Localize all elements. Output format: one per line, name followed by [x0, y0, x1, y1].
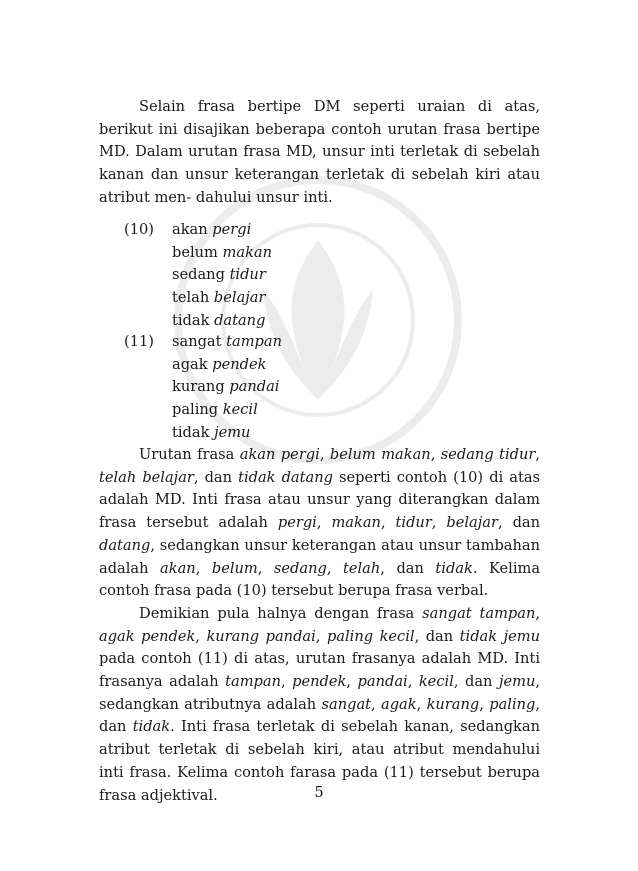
paragraph-3: Demikian pula halnya dengan frasa sangat tampan, agak pendek, kurang pandai, paling kecil, dan tidak jemu pada contoh (11) di atas, urutan frasanya adalah MD. Inti frasanya adalah tampan, pendek, pandai, kecil, dan jemu, sedangkan atributnya adalah sangat, agak, kurang, paling, dan tidak. Inti frasa terletak di sebelah kanan, sedangkan atribut terletak di sebelah kiri, atau atribut mendahului inti frasa. Kelima contoh farasa pada (11) tersebut berupa frasa adjektival.	[99, 604, 541, 804]
example-number: (11)	[124, 333, 154, 350]
paragraph-2: Urutan frasa akan pergi, belum makan, sedang tidur, telah belajar, dan tidak datang seperti contoh (10) di atas adalah MD. Inti frasa atau unsur yang diterangkan dalam frasa tersebut adalah pergi, makan, tidur, belajar, dan datang, sedangkan unsur keterangan atau unsur tambahan adalah akan, belum, sedang, telah, dan tidak. Kelima contoh frasa pada (10) tersebut berupa frasa verbal.	[99, 446, 541, 600]
example-phrase: akan pergi	[172, 221, 252, 238]
example-10	[124, 219, 272, 333]
example-phrase: tidak datang	[172, 311, 266, 329]
body-paragraphs	[99, 444, 540, 807]
example-phrase: sedang tidur	[172, 266, 266, 284]
intro-paragraph	[99, 96, 540, 210]
example-11	[124, 331, 282, 445]
example-phrase: agak pendek	[172, 355, 267, 373]
example-phrase: telah belajar	[172, 289, 266, 307]
example-phrase-list	[172, 331, 282, 445]
example-phrase: tidak jemu	[172, 423, 251, 441]
example-phrase: sangat tampan	[172, 333, 282, 350]
example-phrase-list	[172, 219, 272, 333]
example-phrase: belum makan	[172, 243, 273, 261]
example-number: (10)	[124, 221, 154, 238]
paragraph-1: Selain frasa bertipe DM seperti uraian di atas, berikut ini disajikan beberapa contoh urutan frasa bertipe MD. Dalam urutan frasa MD, unsur inti terletak di sebelah kanan dan unsur keterangan terletak di sebelah kiri atau atribut men- dahului unsur inti.	[99, 98, 540, 206]
example-phrase: kurang pandai	[172, 378, 280, 396]
example-phrase: paling kecil	[172, 401, 258, 419]
page-number: 5	[314, 784, 324, 801]
